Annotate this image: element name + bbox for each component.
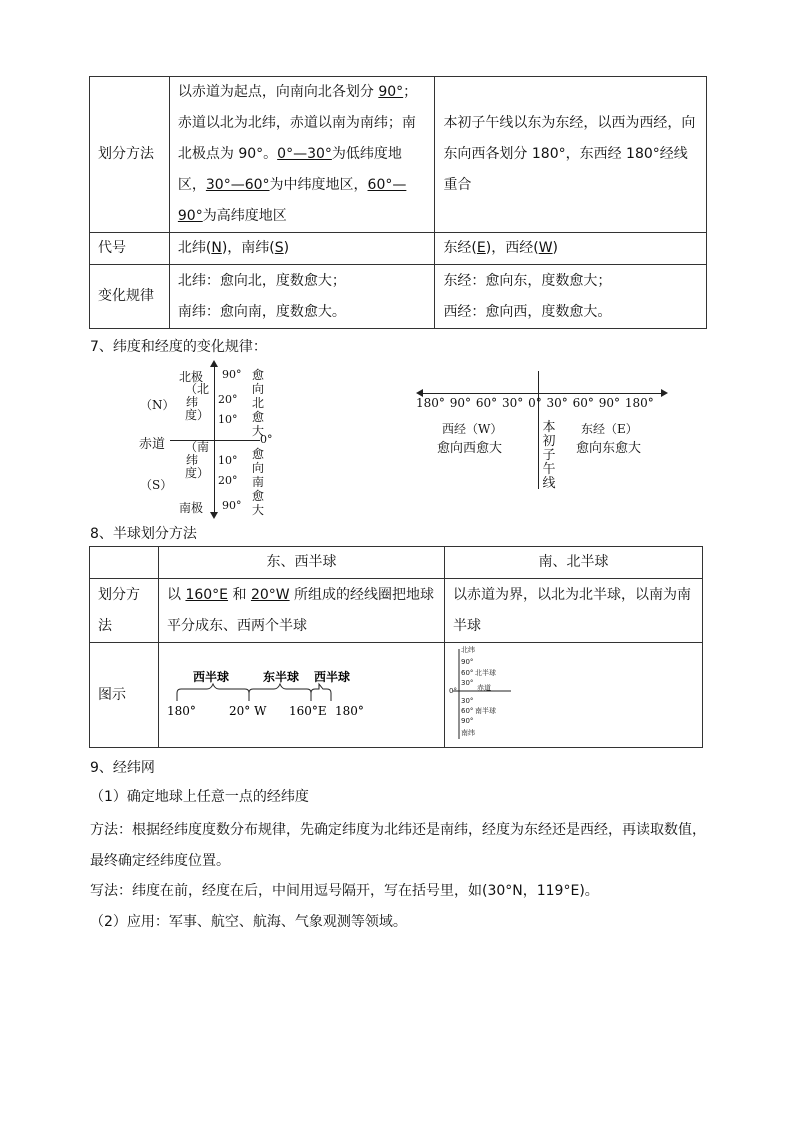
lon-change-cell: 东经：愈向东，度数愈大； 西经：愈向西，度数愈大。 [435, 265, 707, 329]
ew-20w: 20° W [229, 704, 267, 718]
section9-sub2: （2）应用：军事、航空、航海、气象观测等领域。 [90, 914, 407, 930]
ns-tick: 60° [461, 669, 474, 677]
lon-ticks [416, 396, 654, 410]
lat-tick-10n: 10° [218, 413, 238, 426]
section9-title: 9、经纬网 [90, 760, 155, 776]
ns-tick: 90° [461, 717, 474, 725]
section7-title: 7、纬度和经度的变化规律： [90, 339, 267, 355]
ew-hemisphere-figure [159, 643, 444, 747]
lat-tick-0: 0° [260, 433, 273, 446]
row-header-method: 划分方法 [90, 77, 170, 233]
section9-writing: 写法：纬度在前，经度在后，中间用逗号隔开，写在括号里，如(30°N，119°E)。 [90, 883, 599, 899]
ew-160e: 160°E [289, 704, 327, 718]
lon-tick: 0° [528, 396, 542, 410]
ew-180-left: 180° [167, 704, 196, 718]
east-note: 愈向东愈大 [576, 441, 642, 456]
lon-tick: 60° [475, 396, 498, 410]
lat-tick-10s: 10° [218, 454, 238, 467]
col-ns-header: 南、北半球 [445, 547, 703, 579]
equator-label: 赤道 [139, 437, 166, 452]
hemisphere-table [89, 546, 703, 748]
lat-code-cell: 北纬(N)，南纬(S) [169, 233, 435, 265]
ew-west-label-2: 西半球 [314, 670, 351, 684]
ew-180-right: 180° [335, 704, 364, 718]
ns-figure-cell [445, 643, 703, 748]
ns-north-label: 北纬 [461, 646, 475, 654]
lat-change-cell: 北纬：愈向北，度数愈大； 南纬：愈向南，度数愈大。 [169, 265, 435, 329]
ew-figure-cell [159, 643, 445, 748]
ns-tick: 30° [461, 697, 474, 705]
south-pole-label: 南极 [179, 501, 204, 515]
row-header-change: 变化规律 [90, 265, 170, 329]
ns-equator: 赤道 [477, 684, 491, 692]
east-label: 东经（E） [581, 422, 638, 436]
lat-method-cell: 以赤道为起点，向南向北各划分 90°；赤道以北为北纬，赤道以南为南纬；南北极点为 90°。0°—30°为低纬度地区，30°—60°为中纬度地区，60°—90°为高纬度地区 [169, 77, 435, 233]
ns-hemisphere-figure [445, 643, 702, 747]
lon-tick: 180° [416, 396, 445, 410]
section9-method: 方法：根据经纬度度数分布规律，先确定纬度为北纬还是南纬，经度为东经还是西经，再读取数值，最终确定经纬度位置。 [90, 822, 706, 869]
section8-title: 8、半球划分方法 [90, 526, 197, 542]
lon-tick: 30° [501, 396, 524, 410]
col-ew-header: 东、西半球 [159, 547, 445, 579]
prime-meridian-label: 本初子午线 [542, 420, 556, 491]
lat-tick-90s: 90° [222, 499, 242, 512]
west-label: 西经（W） [442, 422, 503, 436]
lon-tick: 60° [572, 396, 594, 410]
sh-label: 南半球 [475, 707, 496, 715]
row-header-code: 代号 [90, 233, 170, 265]
lon-method-cell: 本初子午线以东为东经，以西为西经，向东向西各划分 180°，东西经 180°经线重合 [435, 77, 707, 233]
lon-tick: 90° [449, 396, 472, 410]
south-note: 愈向南愈大 [251, 447, 264, 517]
ew-method-cell: 以 160°E 和 20°W 所组成的经线圈把地球平分成东、西两个半球 [159, 579, 445, 643]
lon-tick: 30° [546, 396, 568, 410]
ns-method-cell: 以赤道为界，以北为北半球，以南为南半球 [445, 579, 703, 643]
lat-tick-20n: 20° [218, 393, 238, 406]
lon-tick: 180° [624, 396, 654, 410]
lat-tick-20s: 20° [218, 474, 238, 487]
ew-east-label: 东半球 [263, 670, 300, 684]
row-header-figure: 图示 [90, 643, 159, 748]
lon-tick: 90° [598, 396, 621, 410]
latlon-table [89, 76, 707, 329]
north-note: 愈向北愈大 [251, 368, 264, 438]
lat-tick-90n: 90° [222, 368, 242, 381]
west-note: 愈向西愈大 [437, 441, 503, 456]
n-label: （N） [140, 398, 175, 412]
ns-zero: 0° [449, 687, 457, 695]
ns-tick: 30° [461, 679, 474, 687]
ns-south-label: 南纬 [461, 729, 475, 737]
row-header-method: 划分方法 [90, 579, 159, 643]
ns-tick: 90° [461, 658, 474, 666]
lon-code-cell: 东经(E)，西经(W) [435, 233, 707, 265]
south-lat-label: （南纬度） [185, 440, 210, 480]
section9-sub1: （1）确定地球上任意一点的经纬度 [90, 789, 309, 805]
ew-west-label-1: 西半球 [193, 670, 230, 684]
nh-label: 北半球 [475, 669, 496, 677]
s-label: （S） [140, 478, 173, 492]
north-pole-label: 北极 [179, 370, 204, 384]
north-lat-label: （北纬度） [185, 382, 210, 422]
ns-tick: 60° [461, 707, 474, 715]
